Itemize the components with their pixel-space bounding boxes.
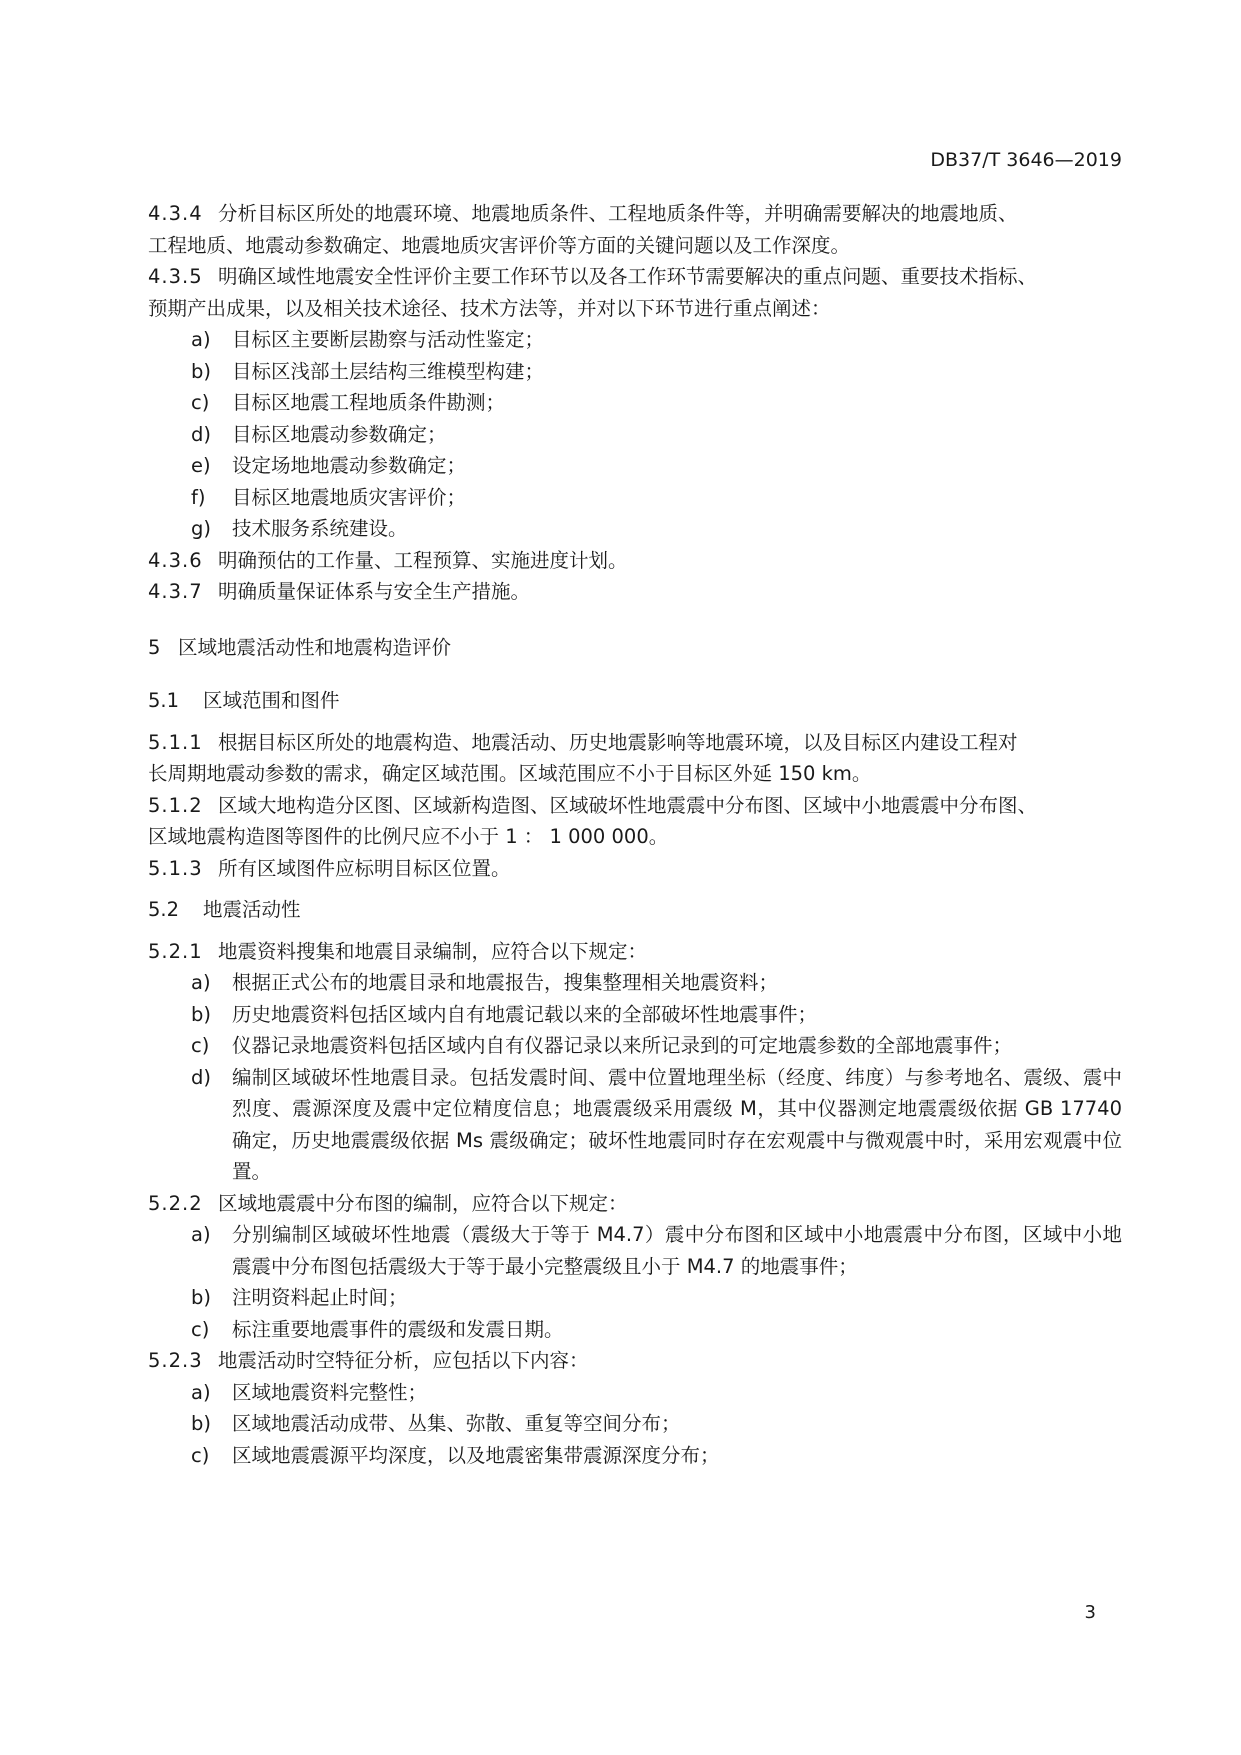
list-item: a) 分别编制区域破坏性地震（震级大于等于 M4.7）震中分布图和区域中小地震震中分布图，区域中小地震震中分布图包括震级大于等于最小完整震级且小于 M4.7 的地震事件； [191, 1223, 1122, 1278]
list-item: d) 目标区地震动参数确定； [191, 422, 447, 446]
list-item: a) 目标区主要断层勘察与活动性鉴定； [191, 328, 545, 351]
clause-5-1-2: 5.1.2 区域大地构造分区图、区域新构造图、区域破坏性地震震中分布图、区域中小地震震中分布图、 区域地震构造图等图件的比例尺应不小于 1 ： 1 000 000。 [148, 793, 1038, 848]
list-item: e) 设定场地地震动参数确定； [191, 454, 467, 477]
clause-text: 分析目标区所处的地震环境、地震地质条件、工程地质条件等，并明确需要解决的地震地质、 [218, 202, 1018, 225]
clause-text-cont: 预期产出成果，以及相关技术途径、技术方法等，并对以下环节进行重点阐述： [148, 296, 831, 320]
section-heading-5: 5 区域地震活动性和地震构造评价 [148, 635, 452, 659]
page-number: 3 [1084, 1602, 1096, 1623]
list-5-2-3 [148, 1377, 1123, 1472]
list-item: a) 区域地震资料完整性； [191, 1380, 428, 1404]
document-code: DB37/T 3646—2019 [930, 149, 1122, 171]
list-item: c) 仪器记录地震资料包括区域内自有仪器记录以来所记录到的可定地震参数的全部地震事件； [191, 1034, 1013, 1057]
clause-4-3-4 [148, 198, 1123, 261]
section-heading-5-1: 5.1 区域范围和图件 [148, 689, 340, 712]
document-body [148, 198, 1123, 1471]
list-item: c) 目标区地震工程地质条件勘测； [191, 391, 506, 414]
clause-5-2-3: 5.2.3 地震活动时空特征分析，应包括以下内容： [148, 1349, 589, 1372]
clause-5-2-2: 5.2.2 区域地震震中分布图的编制，应符合以下规定： [148, 1191, 628, 1215]
list-item: b) 历史地震资料包括区域内自有地震记载以来的全部破坏性地震事件； [191, 1002, 818, 1026]
clause-4-3-7: 4.3.7 明确质量保证体系与安全生产措施。 [148, 580, 531, 603]
list-4-3-5 [148, 324, 1123, 545]
clause-4-3-5 [148, 261, 1123, 324]
list-item: b) 目标区浅部土层结构三维模型构建； [191, 359, 545, 383]
clause-text: 明确区域性地震安全性评价主要工作环节以及各工作环节需要解决的重点问题、重要技术指标、 [218, 265, 1038, 288]
clause-5-2-1: 5.2.1 地震资料搜集和地震目录编制，应符合以下规定： [148, 939, 648, 963]
list-5-2-2 [148, 1219, 1123, 1345]
clause-number: 4.3.5 [148, 265, 203, 288]
list-item: c) 标注重要地震事件的震级和发震日期。 [191, 1317, 564, 1341]
clause-4-3-6: 4.3.6 明确预估的工作量、工程预算、实施进度计划。 [148, 548, 628, 572]
list-item: d) 编制区域破坏性地震目录。包括发震时间、震中位置地理坐标（经度、纬度）与参考地名、震级、震中烈度、震源深度及震中定位精度信息；地震震级采用震级 M，其中仪器测定地震震级依据 GB 17740 确定，历史地震震级依据 Ms 震级确定；破坏性地震同时存在宏观震中与微观震中时，采用宏观震中位置。 [191, 1065, 1122, 1183]
list-item: b) 区域地震活动成带、丛集、弥散、重复等空间分布； [191, 1412, 681, 1435]
list-item: f) 目标区地震地质灾害评价； [191, 485, 467, 509]
list-item: g) 技术服务系统建设。 [191, 517, 408, 540]
list-item: b) 注明资料起止时间； [191, 1286, 408, 1309]
list-item: c) 区域地震震源平均深度，以及地震密集带震源深度分布； [191, 1443, 720, 1467]
clause-5-1-3: 5.1.3 所有区域图件应标明目标区位置。 [148, 856, 511, 880]
section-heading-5-2: 5.2 地震活动性 [148, 898, 301, 921]
list-item: a) 根据正式公布的地震目录和地震报告，搜集整理相关地震资料； [191, 971, 779, 994]
clause-number: 4.3.4 [148, 202, 203, 225]
clause-text-cont: 工程地质、地震动参数确定、地震地质灾害评价等方面的关键问题以及工作深度。 [148, 233, 851, 257]
list-5-2-1 [148, 967, 1123, 1188]
clause-5-1-1: 5.1.1 根据目标区所处的地震构造、地震活动、历史地震影响等地震环境，以及目标区内建设工程对 长周期地震动参数的需求，确定区域范围。区域范围应不小于目标区外延 150 km。 [148, 730, 1018, 785]
